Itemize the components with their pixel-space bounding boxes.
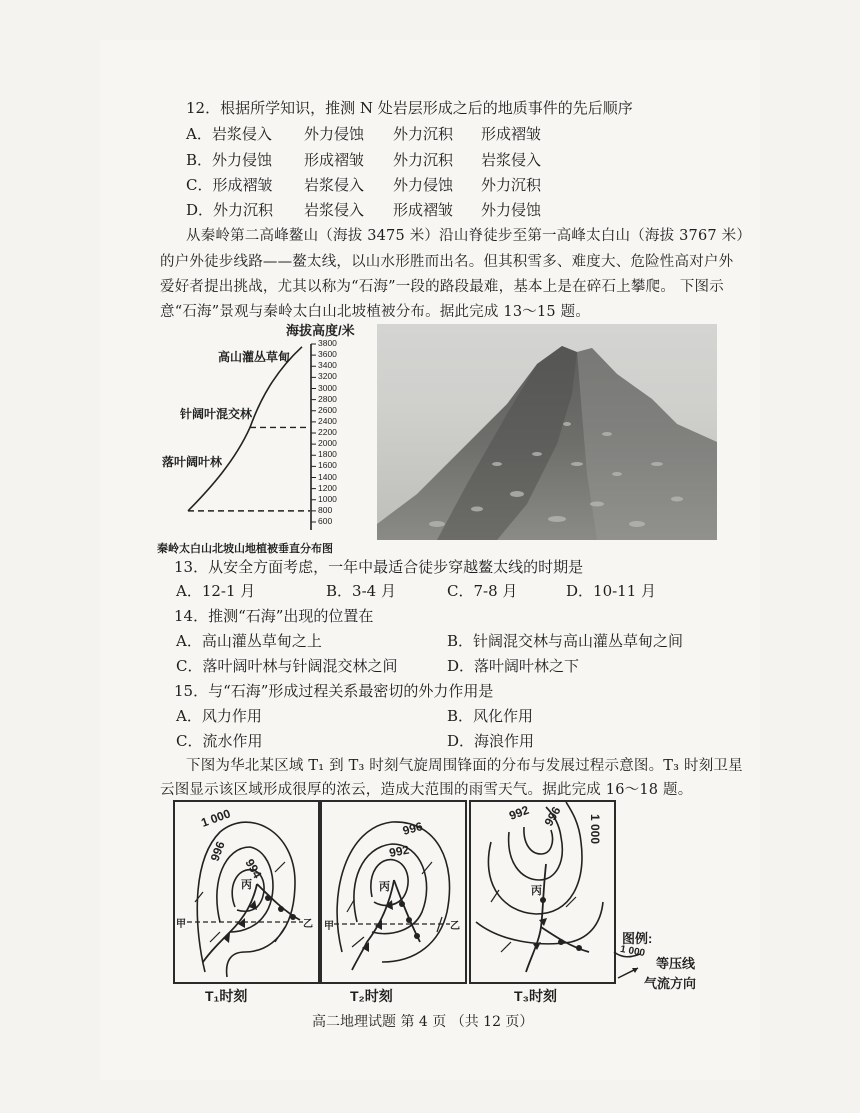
label-t2: T₂时刻 xyxy=(350,988,393,1004)
passage2-line-2: 云图显示该区域形成很厚的浓云，造成大范围的雨雪天气。据此完成 16～18 题。 xyxy=(160,782,693,798)
q13-option-a[interactable]: A．12-1 月 xyxy=(176,582,256,600)
q14-option-c[interactable]: C．落叶阔叶林与针阔混交林之间 xyxy=(176,657,398,675)
y-tick-label: 1800 xyxy=(318,449,337,460)
q12-b-4: 岩浆侵入 xyxy=(481,151,542,169)
t3-isobar-992: 992 xyxy=(507,802,531,823)
t1-point-yi: 乙 xyxy=(303,919,313,930)
legend-isobar-value: 1 000 xyxy=(619,943,646,960)
page-footer: 高二地理试题 第 4 页 （共 12 页） xyxy=(312,1014,534,1030)
legend-title: 图例: xyxy=(622,931,653,946)
zone-deciduous-forest: 落叶阔叶林 xyxy=(162,455,223,469)
legend-isobar: 等压线 xyxy=(656,956,696,971)
passage1-line-4: 意“石海”景观与秦岭太白山北坡植被分布。据此完成 13～15 题。 xyxy=(160,304,591,320)
panel-t3 xyxy=(469,800,616,984)
y-tick-label: 2800 xyxy=(318,393,337,404)
y-tick-label: 3400 xyxy=(318,360,337,371)
q13-option-c[interactable]: C．7-8 月 xyxy=(447,582,518,600)
t1-isobar-1000: 1 000 xyxy=(199,806,233,830)
y-tick-label: 2200 xyxy=(318,427,337,437)
q12-a-1: A．岩浆侵入 xyxy=(186,125,272,143)
y-tick-label: 1000 xyxy=(318,493,337,504)
q13-option-d[interactable]: D．10-11 月 xyxy=(566,582,657,600)
passage2-line-1: 下图为华北某区域 T₁ 到 T₃ 时刻气旋周围锋面的分布与发展过程示意图。T₃ 时刻卫星 xyxy=(186,758,743,774)
q14-stem: 14．推测“石海”出现的位置在 xyxy=(174,607,374,625)
q14-option-a[interactable]: A．高山灌丛草甸之上 xyxy=(176,632,322,650)
q12-a-2: 外力侵蚀 xyxy=(304,125,365,143)
q15-stem: 15．与“石海”形成过程关系最密切的外力作用是 xyxy=(174,682,494,700)
zone-mixed-forest: 针阔叶混交林 xyxy=(180,407,253,421)
t2-point-bing: 丙 xyxy=(379,881,390,893)
passage1-line-3: 爱好者提出挑战，尤其以称为“石海”一段的路段最难，基本上是在碎石上攀爬。 下图示 xyxy=(160,279,724,295)
y-tick-label: 3000 xyxy=(318,382,337,393)
q12-c-1: C．形成褶皱 xyxy=(186,176,273,194)
panel-t1-map xyxy=(175,802,318,982)
panel-t2-map xyxy=(322,802,465,982)
y-tick-label: 1400 xyxy=(318,471,337,482)
t2-point-yi: 乙 xyxy=(450,921,460,932)
q12-stem: 12．根据所学知识，推测 N 处岩层形成之后的地质事件的先后顺序 xyxy=(186,99,633,117)
panel-t2 xyxy=(320,800,467,984)
t3-isobar-996: 996 xyxy=(541,804,564,829)
t2-isobar-992: 992 xyxy=(388,842,411,860)
chart-y-title: 海拔高度/米 xyxy=(286,323,355,338)
q12-b-1: B．外力侵蚀 xyxy=(186,151,273,169)
q13-option-b[interactable]: B．3-4 月 xyxy=(326,582,396,600)
q12-b-2: 形成褶皱 xyxy=(304,151,365,169)
q12-c-2: 岩浆侵入 xyxy=(304,176,365,194)
q12-b-3: 外力沉积 xyxy=(393,151,454,169)
q12-d-1: D．外力沉积 xyxy=(186,201,274,219)
passage1-line-2: 的户外徒步线路——鳌太线，以山水形胜而出名。但其积雪多、难度大、危险性高对户外 xyxy=(160,254,734,270)
t2-isobar-996: 996 xyxy=(401,819,425,838)
label-t3: T₃时刻 xyxy=(514,988,558,1004)
t1-point-bing: 丙 xyxy=(241,879,252,891)
q12-a-4: 形成褶皱 xyxy=(481,125,542,143)
q12-d-2: 岩浆侵入 xyxy=(304,201,365,219)
q12-d-3: 形成褶皱 xyxy=(393,201,454,219)
passage1-line-1: 从秦岭第二高峰鳌山（海拔 3475 米）沿山脊徒步至第一高峰太白山（海拔 3767 米） xyxy=(186,228,752,244)
q15-option-a[interactable]: A．风力作用 xyxy=(176,707,262,725)
q12-c-3: 外力侵蚀 xyxy=(393,176,454,194)
q13-stem: 13．从安全方面考虑，一年中最适合徒步穿越鳌太线的时期是 xyxy=(174,558,584,576)
t2-point-jia: 甲 xyxy=(324,921,334,932)
stone-sea-photo xyxy=(377,324,717,540)
t3-point-bing: 丙 xyxy=(531,885,542,897)
y-tick-label: 2400 xyxy=(318,415,337,426)
vegetation-boundary-curve xyxy=(188,347,302,511)
y-tick-label: 1200 xyxy=(318,482,337,493)
y-tick-label: 3800 xyxy=(318,338,337,348)
chart-caption: 秦岭太白山北坡山地植被垂直分布图 xyxy=(157,543,333,555)
q15-option-c[interactable]: C．流水作用 xyxy=(176,732,263,750)
legend-flow: 气流方向 xyxy=(644,976,697,991)
zone-alpine-meadow: 高山灌丛草甸 xyxy=(218,350,291,364)
q12-c-4: 外力沉积 xyxy=(481,176,542,194)
q14-option-b[interactable]: B．针阔混交林与高山灌丛草甸之间 xyxy=(447,632,684,650)
q12-d-4: 外力侵蚀 xyxy=(481,201,542,219)
label-t1: T₁时刻 xyxy=(205,988,248,1004)
q15-option-d[interactable]: D．海浪作用 xyxy=(447,732,535,750)
t1-isobar-994: 994 xyxy=(242,856,265,881)
y-tick-label: 600 xyxy=(318,516,333,526)
y-tick-label: 2000 xyxy=(318,438,337,449)
panel-t1 xyxy=(173,800,320,984)
t1-point-jia: 甲 xyxy=(176,919,186,930)
q14-option-d[interactable]: D．落叶阔叶林之下 xyxy=(447,657,580,675)
panel-t3-map xyxy=(471,802,614,982)
t1-isobar-996: 996 xyxy=(207,839,228,864)
t3-isobar-1000: 1 000 xyxy=(588,814,602,845)
y-tick-label: 3200 xyxy=(318,371,337,382)
y-tick-label: 800 xyxy=(318,504,333,515)
q12-a-3: 外力沉积 xyxy=(393,125,454,143)
y-tick-label: 2600 xyxy=(318,404,337,415)
y-tick-label: 1600 xyxy=(318,460,337,471)
q15-option-b[interactable]: B．风化作用 xyxy=(447,707,534,725)
y-tick-label: 3600 xyxy=(318,349,337,360)
